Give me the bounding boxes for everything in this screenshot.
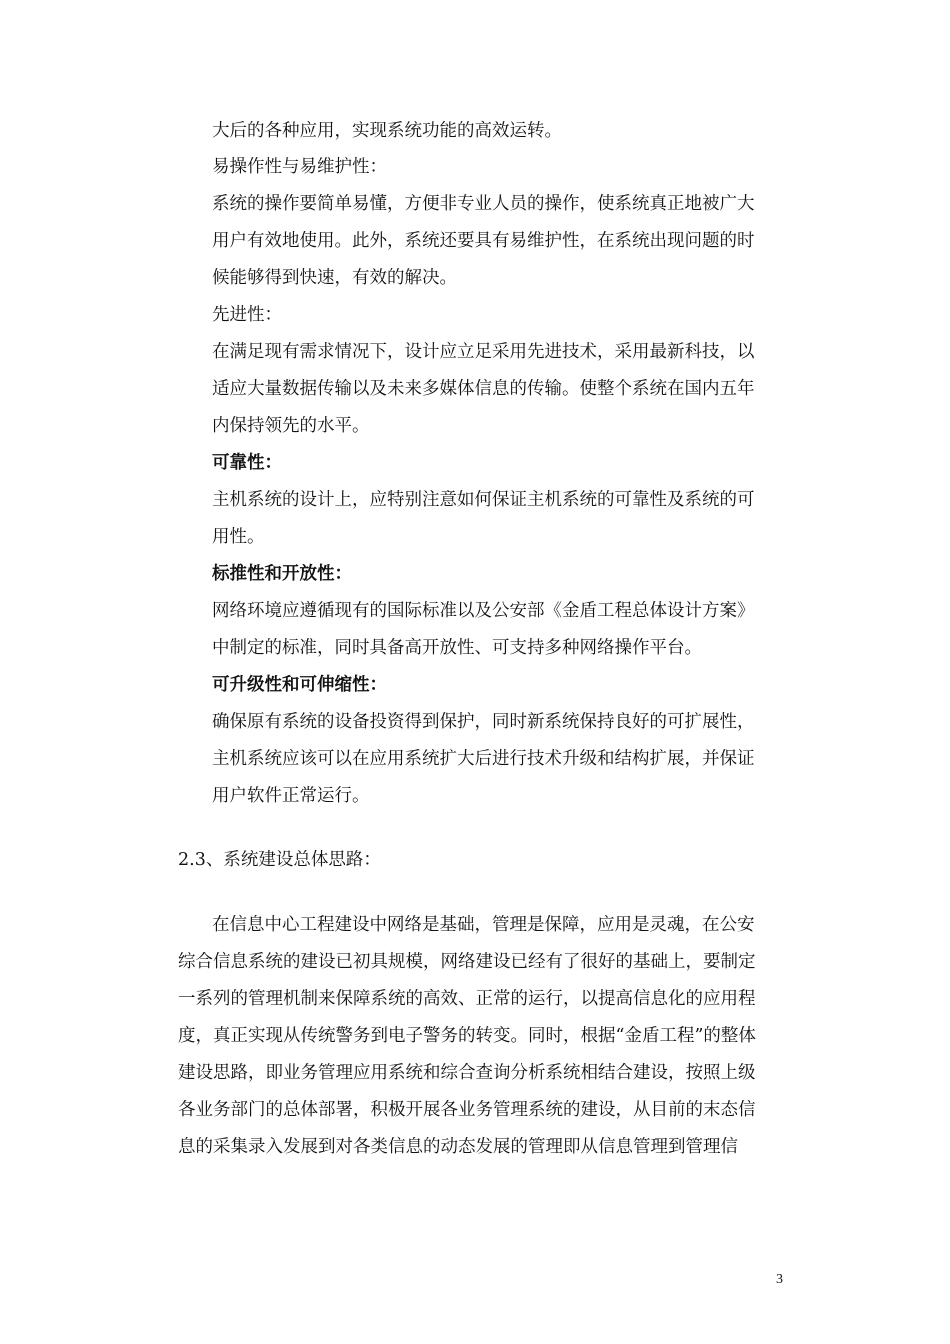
feature-heading-bold: 可靠性： — [212, 453, 282, 473]
body-text-line: 在信息中心工程建设中网络是基础，管理是保障，应用是灵魂，在公安 — [212, 915, 755, 935]
body-text-line: 系统的操作要简单易懂，方便非专业人员的操作，使系统真正地被广大 — [212, 194, 755, 214]
body-text-line: 在满足现有需求情况下，设计应立足采用先进技术，采用最新科技，以 — [212, 342, 755, 362]
body-text-line: 主机系统的设计上，应特别注意如何保证主机系统的可靠性及系统的可 — [212, 490, 755, 510]
section-heading: 2.3、系统建设总体思路： — [178, 850, 381, 870]
feature-heading-bold: 可升级性和可伸缩性： — [212, 675, 387, 695]
feature-heading-bold: 标推性和开放性： — [212, 564, 352, 584]
page-number: 3 — [776, 1272, 783, 1287]
feature-heading: 易操作性与易维护性： — [212, 157, 387, 177]
body-text-line: 确保原有系统的设备投资得到保护，同时新系统保持良好的可扩展性， — [212, 712, 755, 732]
body-text-line: 主机系统应该可以在应用系统扩大后进行技术升级和结构扩展，并保证 — [212, 749, 755, 769]
body-text-line: 用户有效地使用。此外，系统还要具有易维护性，在系统出现问题的时 — [212, 231, 755, 251]
body-text-line: 建设思路，即业务管理应用系统和综合查询分析系统相结合建设，按照上级 — [178, 1063, 756, 1083]
body-text-line: 综合信息系统的建设已初具规模，网络建设已经有了很好的基础上，要制定 — [178, 952, 756, 972]
body-text-line: 各业务部门的总体部署，积极开展各业务管理系统的建设，从目前的末态信 — [178, 1100, 756, 1120]
body-text-line: 用性。 — [212, 527, 265, 547]
feature-heading: 先进性： — [212, 305, 282, 325]
body-text-line: 内保持领先的水平。 — [212, 416, 370, 436]
body-text-line: 网络环境应遵循现有的国际标准以及公安部《金盾工程总体设计方案》 — [212, 601, 755, 621]
body-text-line: 大后的各种应用，实现系统功能的高效运转。 — [212, 121, 562, 141]
body-text-line: 息的采集录入发展到对各类信息的动态发展的管理即从信息管理到管理信 — [178, 1137, 738, 1157]
body-text-line: 用户软件正常运行。 — [212, 786, 370, 806]
body-text-line: 中制定的标准，同时具备高开放性、可支持多种网络操作平台。 — [212, 638, 702, 658]
body-text-line: 候能够得到快速，有效的解决。 — [212, 268, 457, 288]
body-text-line: 度，真正实现从传统警务到电子警务的转变。同时，根据“金盾工程”的整体 — [178, 1026, 756, 1046]
body-text-line: 适应大量数据传输以及未来多媒体信息的传输。使整个系统在国内五年 — [212, 379, 755, 399]
body-text-line: 一系列的管理机制来保障系统的高效、正常的运行，以提高信息化的应用程 — [178, 989, 756, 1009]
